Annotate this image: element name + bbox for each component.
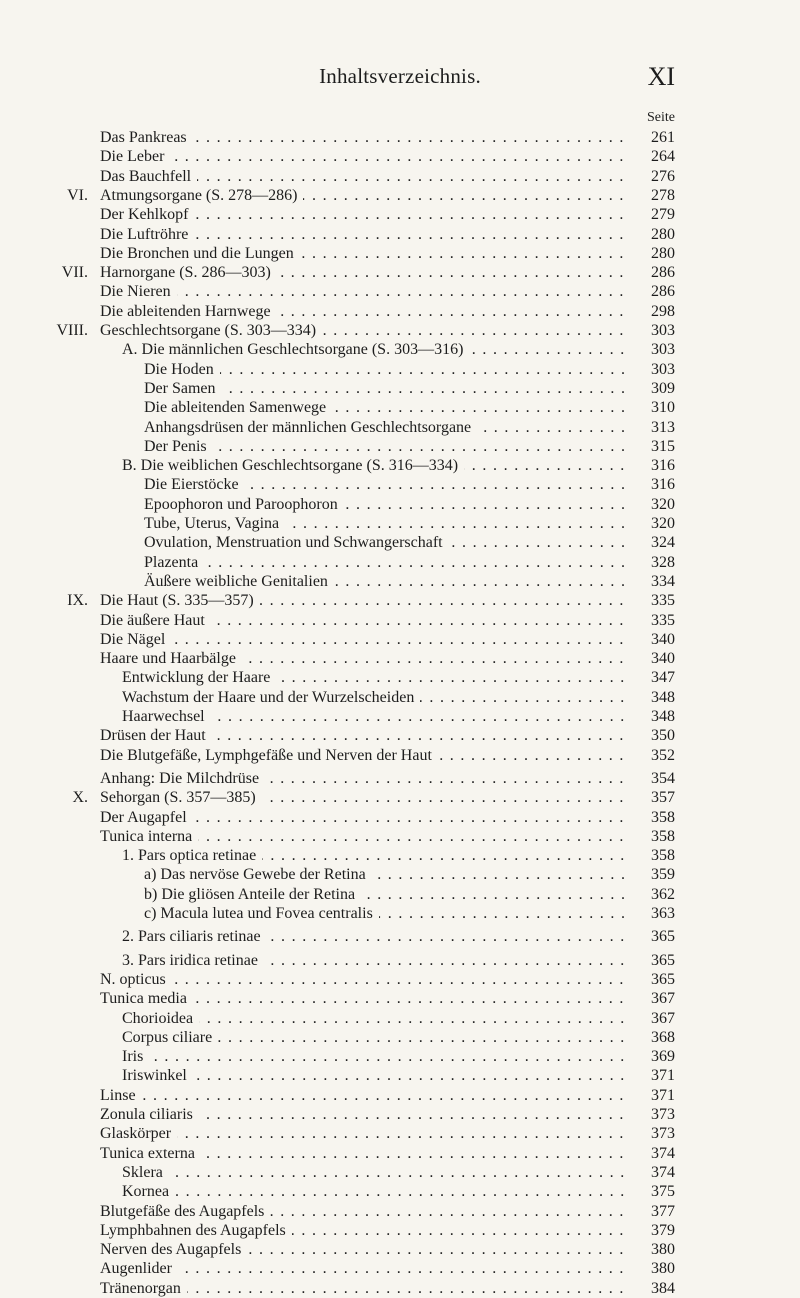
page-number: XI — [647, 62, 675, 91]
toc-entry-title — [144, 553, 627, 572]
toc-entry-label: Anhangsdrüsen der männlichen Geschlechtsorgane — [144, 419, 477, 436]
toc-entry-page: 286 — [651, 283, 675, 301]
toc-entry-label: Sehorgan (S. 357—385) — [100, 789, 262, 806]
section-number: IX. — [67, 592, 88, 610]
toc-entry — [100, 128, 675, 147]
toc-entry-title — [122, 1009, 627, 1028]
toc-entry — [100, 418, 675, 437]
toc-entry — [100, 630, 675, 649]
toc-entry-title — [100, 1144, 627, 1163]
toc-entry-label: Linse — [100, 1087, 142, 1104]
toc-entry-label: Iriswinkel — [122, 1067, 193, 1084]
toc-entry-page: 373 — [651, 1125, 675, 1143]
toc-entry-page: 261 — [651, 129, 675, 146]
toc-entry-label: Die Nägel — [100, 631, 171, 648]
toc-entry — [100, 244, 675, 263]
page-column-label: Seite — [647, 110, 675, 125]
toc-entry-label: Der Augapfel — [100, 809, 193, 826]
toc-entry — [100, 726, 675, 745]
toc-entry-page: 365 — [651, 951, 675, 969]
toc-entry — [100, 456, 675, 475]
toc-entry — [100, 282, 675, 301]
toc-entry-page: 365 — [651, 928, 675, 946]
toc-entry-title — [122, 1028, 627, 1047]
toc-entry-page: 303 — [651, 322, 675, 339]
toc-entry-label: c) Macula lutea und Fovea centralis — [144, 905, 379, 922]
toc-entry — [100, 649, 675, 668]
toc-entry-label: Blutgefäße des Augapfels — [100, 1203, 270, 1220]
toc-entry-label: B. Die weiblichen Geschlechtsorgane (S. 316—334) — [122, 457, 464, 474]
toc-entry — [100, 379, 675, 398]
toc-entry-page: 264 — [651, 148, 675, 166]
toc-entry-page: 303 — [651, 341, 675, 359]
toc-entry-title — [144, 495, 627, 514]
toc-entry-title — [100, 225, 627, 244]
toc-entry-label: b) Die gliösen Anteile der Retina — [144, 886, 361, 903]
toc-entry-page: 324 — [651, 534, 675, 552]
toc-entry — [100, 885, 675, 904]
toc-entry-title — [144, 533, 627, 552]
toc-entry — [100, 1240, 675, 1259]
toc-entry — [100, 707, 675, 726]
toc-entry-page: 358 — [651, 808, 675, 826]
toc-entry-title — [100, 302, 627, 321]
toc-entry-page: 380 — [651, 1241, 675, 1259]
toc-entry-title — [100, 321, 627, 340]
toc-entry — [100, 475, 675, 494]
toc-entry — [100, 1182, 675, 1201]
toc-entry-label: N. opticus — [100, 971, 172, 988]
toc-entry-label: Epoophoron und Paroophoron — [144, 496, 344, 513]
toc-entry — [100, 147, 675, 166]
toc-entry — [100, 495, 675, 514]
toc-entry — [100, 1144, 675, 1163]
toc-entry-page: 315 — [651, 437, 675, 455]
toc-entry-label: Haare und Haarbälge — [100, 650, 242, 667]
toc-entry-page: 362 — [651, 885, 675, 903]
toc-entry-label: Die Bronchen und die Lungen — [100, 245, 300, 262]
toc-entry-page: 367 — [651, 1009, 675, 1027]
toc-entry-page: 316 — [651, 476, 675, 494]
toc-entry-page: 279 — [651, 206, 675, 224]
toc-entry — [100, 1221, 675, 1240]
toc-entry — [100, 533, 675, 552]
toc-entry-page: 276 — [651, 167, 675, 185]
toc-entry — [100, 808, 675, 827]
toc-entry-label: Wachstum der Haare und der Wurzelscheiden — [122, 689, 420, 706]
toc-entry-page: 320 — [651, 515, 675, 532]
toc-entry-label: Die äußere Haut — [100, 612, 211, 629]
toc-entry-label: 1. Pars optica retinae — [122, 847, 262, 864]
toc-entry — [100, 1066, 675, 1085]
toc-entry-title — [144, 475, 627, 494]
toc-entry-label: Die Leber — [100, 148, 170, 165]
toc-entry-label: Die Luftröhre — [100, 226, 194, 243]
toc-entry-page: 384 — [651, 1279, 675, 1297]
toc-entry-title — [144, 514, 627, 533]
toc-entry-page: 309 — [651, 379, 675, 397]
toc-entry — [100, 904, 675, 923]
toc-entry-page: 280 — [651, 244, 675, 262]
toc-entry-title — [100, 1124, 627, 1143]
toc-entry-title — [100, 808, 627, 827]
toc-entry-title — [100, 630, 627, 649]
toc-entry-page: 380 — [651, 1260, 675, 1278]
section-number: X. — [72, 789, 88, 807]
running-header — [0, 64, 800, 96]
toc-entry-label: Die Haut (S. 335—357) — [100, 592, 260, 609]
toc-entry — [100, 1028, 675, 1047]
toc-entry-title — [122, 668, 627, 687]
toc-entry-label: Atmungsorgane (S. 278—286) — [100, 187, 303, 204]
toc-entry-label: Die ableitenden Harnwege — [100, 303, 277, 320]
toc-entry-title — [100, 1221, 627, 1240]
toc-entry — [100, 746, 675, 765]
toc-entry — [61, 263, 675, 282]
toc-entry-title — [144, 360, 627, 379]
toc-entry-title — [100, 244, 627, 263]
toc-entry-page: 313 — [651, 418, 675, 436]
toc-entry-title — [100, 827, 627, 846]
toc-entry-page: 320 — [651, 495, 675, 513]
toc-entry — [100, 572, 675, 591]
toc-entry-page: 371 — [651, 1067, 675, 1085]
toc-entry-page: 348 — [651, 688, 675, 706]
toc-entry-title — [144, 865, 627, 884]
toc-entry-page: 335 — [651, 592, 675, 610]
section-number: VIII. — [56, 322, 88, 339]
toc-entry-title — [122, 846, 627, 865]
toc-entry-label: Zonula ciliaris — [100, 1106, 199, 1123]
toc-entry — [100, 514, 675, 533]
toc-entry-page: 303 — [651, 360, 675, 378]
toc-entry — [100, 360, 675, 379]
toc-entry-title — [122, 340, 627, 359]
toc-entry-title — [100, 1105, 627, 1124]
toc-entry — [100, 827, 675, 846]
toc-entry-page: 375 — [651, 1183, 675, 1201]
toc-entry-label: Das Pankreas — [100, 129, 193, 146]
toc-entry-label: Kornea — [122, 1183, 175, 1200]
toc-entry-label: Haarwechsel — [122, 708, 211, 725]
toc-entry — [67, 186, 675, 205]
toc-entry — [100, 1163, 675, 1182]
toc-entry-page: 280 — [651, 225, 675, 243]
toc-entry-title — [122, 707, 627, 726]
toc-entry-label: Ovulation, Menstruation und Schwangerschaft — [144, 534, 449, 551]
toc-entry-label: Die Nieren — [100, 283, 177, 300]
toc-entry-label: Die Eierstöcke — [144, 476, 245, 493]
toc-entry-label: Die Blutgefäße, Lymphgefäße und Nerven der Haut — [100, 747, 438, 764]
toc-entry — [100, 1009, 675, 1028]
toc-entry-page: 365 — [651, 970, 675, 988]
toc-entry-label: Der Penis — [144, 438, 213, 455]
toc-entry — [100, 398, 675, 417]
toc-entry-page: 310 — [651, 399, 675, 417]
toc-entry-title — [144, 885, 627, 904]
toc-entry-title — [100, 769, 627, 788]
toc-entry-title — [100, 263, 627, 282]
toc-entry — [72, 788, 675, 807]
toc-entry-page: 357 — [651, 789, 675, 807]
section-number: VII. — [61, 264, 88, 282]
toc-entry-label: Äußere weibliche Genitalien — [144, 573, 334, 590]
toc-entry-label: Tunica externa — [100, 1145, 201, 1162]
toc-entry-page: 358 — [651, 827, 675, 845]
toc-entry-label: Augenlider — [100, 1260, 178, 1277]
toc-entry-title — [100, 989, 627, 1008]
toc-entry — [100, 1086, 675, 1105]
toc-entry-label: Harnorgane (S. 286—303) — [100, 264, 277, 281]
toc-entry — [100, 1259, 675, 1278]
toc-entry-title — [100, 1279, 627, 1298]
toc-entry-page: 368 — [651, 1028, 675, 1046]
toc-entry-label: Tunica media — [100, 990, 193, 1007]
toc-entry-title — [122, 1182, 627, 1201]
toc-entry-page: 374 — [651, 1163, 675, 1181]
toc-entry-page: 377 — [651, 1202, 675, 1220]
toc-entry — [100, 668, 675, 687]
toc-entry-page: 379 — [651, 1221, 675, 1239]
toc-entry — [100, 989, 675, 1008]
toc-entry-page: 316 — [651, 457, 675, 475]
toc-entry-page: 335 — [651, 611, 675, 629]
toc-entry-page: 347 — [651, 669, 675, 687]
toc-entry-label: A. Die männlichen Geschlechtsorgane (S. 303—316) — [122, 341, 469, 358]
toc-entry-title — [100, 591, 627, 610]
toc-entry — [100, 205, 675, 224]
toc-entry-label: Die Hoden — [144, 361, 220, 378]
toc-entry-label: Sklera — [122, 1164, 169, 1181]
toc-entry-title — [144, 379, 627, 398]
toc-entry — [100, 846, 675, 865]
toc-entry-label: Der Kehlkopf — [100, 206, 194, 223]
toc-entry-page: 367 — [651, 990, 675, 1008]
toc-entry-page: 328 — [651, 553, 675, 571]
toc-entry-page: 358 — [651, 847, 675, 865]
toc-entry-title — [122, 951, 627, 970]
toc-entry-page: 371 — [651, 1086, 675, 1104]
toc-entry-page: 340 — [651, 630, 675, 648]
toc-entry — [100, 769, 675, 788]
toc-entry-title — [144, 904, 627, 923]
toc-entry — [100, 1124, 675, 1143]
toc-entry — [100, 225, 675, 244]
toc-entry-label: 3. Pars iridica retinae — [122, 952, 264, 969]
toc-entry — [67, 591, 675, 610]
toc-entry — [100, 437, 675, 456]
toc-entry-label: Plazenta — [144, 554, 204, 571]
toc-entry-title — [100, 1086, 627, 1105]
toc-entry — [100, 302, 675, 321]
toc-entry-label: Iris — [122, 1048, 149, 1065]
toc-entry-label: Corpus ciliare — [122, 1029, 218, 1046]
toc-entry-title — [100, 1259, 627, 1278]
toc-entry-label: Chorioidea — [122, 1010, 199, 1027]
toc-entry-label: Tunica interna — [100, 828, 198, 845]
toc-entry-title — [100, 205, 627, 224]
toc-entry-title — [144, 418, 627, 437]
toc-entry-page: 354 — [651, 769, 675, 787]
toc-entry-title — [122, 456, 627, 475]
section-number: VI. — [67, 186, 88, 204]
toc-entry — [100, 927, 675, 946]
toc-entry-page: 369 — [651, 1048, 675, 1066]
page-title: Inhaltsverzeichnis. — [319, 64, 481, 88]
toc-entry-title — [144, 572, 627, 591]
toc-entry — [100, 970, 675, 989]
toc-entry-label: Drüsen der Haut — [100, 727, 212, 744]
toc-entry-title — [100, 167, 627, 186]
toc-entry-page: 352 — [651, 746, 675, 764]
toc-entry-title — [100, 970, 627, 989]
toc-entry-label: Tränenorgan — [100, 1280, 187, 1297]
toc-entry-page: 359 — [651, 866, 675, 884]
toc-entry-page: 286 — [651, 264, 675, 282]
toc-entry — [100, 167, 675, 186]
toc-entry-page: 340 — [651, 650, 675, 668]
toc-entry-title — [100, 1202, 627, 1221]
toc-entry-title — [100, 1240, 627, 1259]
toc-entry-title — [100, 788, 627, 807]
toc-entry-title — [122, 688, 627, 707]
toc-entry-title — [122, 1047, 627, 1066]
toc-entry-page: 373 — [651, 1106, 675, 1123]
toc-entry-label: Anhang: Die Milchdrüse — [100, 770, 265, 787]
toc-entry — [56, 321, 675, 340]
toc-entry-page: 278 — [651, 186, 675, 204]
toc-entry-title — [100, 186, 627, 205]
toc-entry — [100, 553, 675, 572]
toc-entry-label: 2. Pars ciliaris retinae — [122, 928, 267, 945]
toc-entry — [100, 1047, 675, 1066]
toc-entry-label: Geschlechtsorgane (S. 303—334) — [100, 322, 322, 339]
toc-entry-label: Der Samen — [144, 380, 222, 397]
toc-entry-label: Tube, Uterus, Vagina — [144, 515, 285, 532]
toc-entry-label: Die ableitenden Samenwege — [144, 399, 332, 416]
toc-entry-label: Glaskörper — [100, 1125, 177, 1142]
toc-entry-title — [100, 282, 627, 301]
toc-entry-title — [144, 398, 627, 417]
toc-entry-title — [100, 746, 627, 765]
toc-entry — [100, 1105, 675, 1124]
toc-entry — [100, 611, 675, 630]
toc-entry — [100, 865, 675, 884]
toc-entry-page: 350 — [651, 727, 675, 745]
toc-entry-page: 374 — [651, 1144, 675, 1162]
toc-entry — [100, 951, 675, 970]
toc-entry-title — [122, 927, 627, 946]
toc-entry-title — [100, 147, 627, 166]
toc-entry-page: 334 — [651, 572, 675, 590]
toc-entry-title — [100, 128, 627, 147]
toc-entry-label: Das Bauchfell — [100, 168, 197, 185]
toc-entry — [100, 1279, 675, 1298]
toc-entry-page: 298 — [651, 302, 675, 320]
toc-entry-label: Entwicklung der Haare — [122, 669, 276, 686]
toc-entry — [100, 1202, 675, 1221]
toc-entry-title — [100, 611, 627, 630]
toc-entry-title — [100, 726, 627, 745]
toc-entry-page: 363 — [651, 905, 675, 922]
toc-entry-page: 348 — [651, 708, 675, 725]
toc-entry-title — [122, 1163, 627, 1182]
toc-entry-title — [100, 649, 627, 668]
toc-entry — [100, 688, 675, 707]
toc-entry-title — [122, 1066, 627, 1085]
toc-entry — [100, 340, 675, 359]
toc-entry-label: Lymphbahnen des Augapfels — [100, 1222, 292, 1239]
toc-entry-label: Nerven des Augapfels — [100, 1241, 247, 1258]
toc-entry-title — [144, 437, 627, 456]
toc-entry-label: a) Das nervöse Gewebe der Retina — [144, 866, 372, 883]
